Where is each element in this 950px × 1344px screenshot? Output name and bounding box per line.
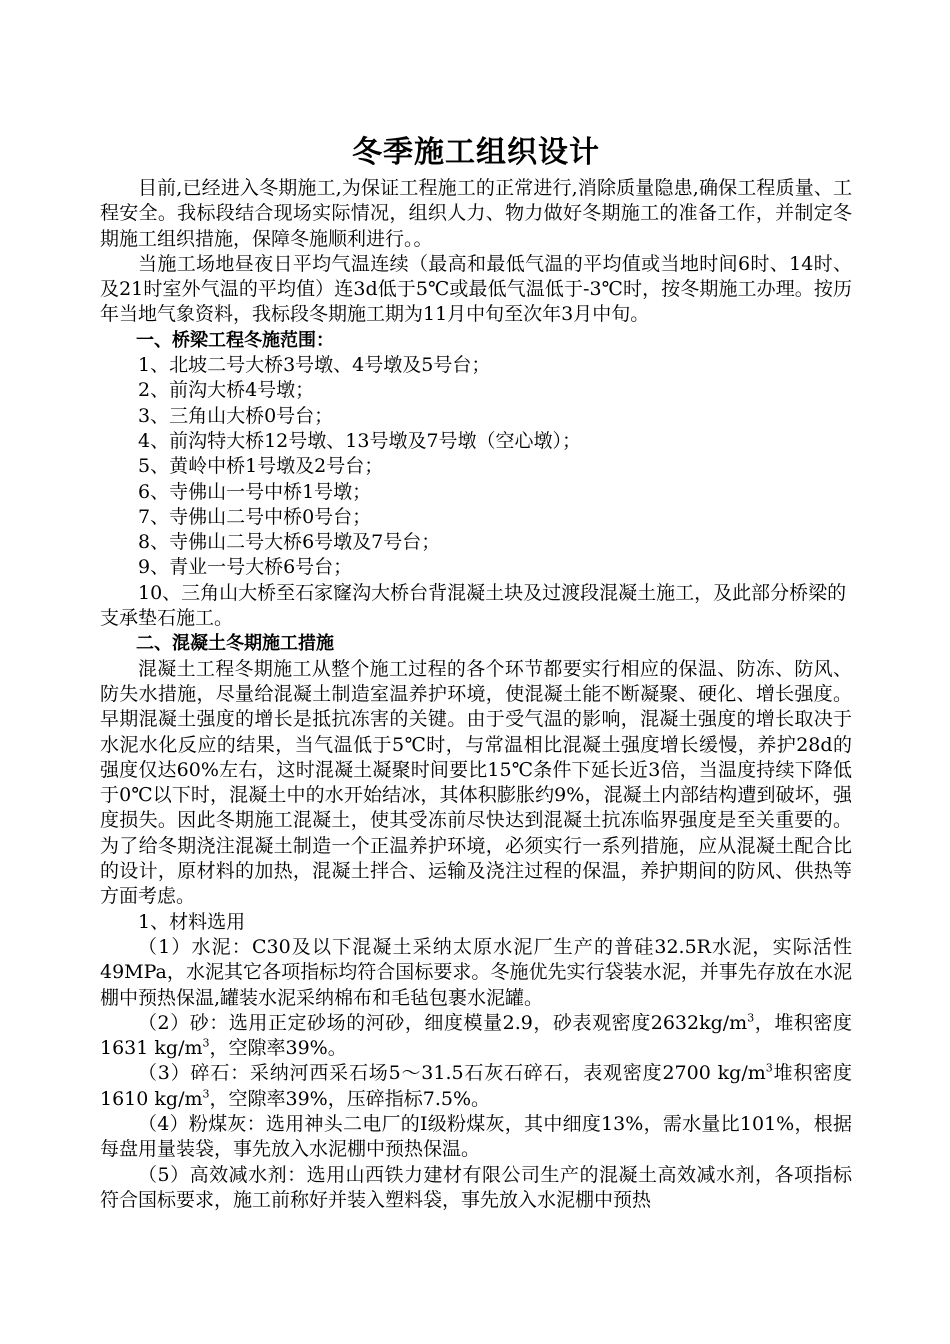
bridge-list-item: 4、前沟特大桥12号墩、13号墩及7号墩（空心墩）； — [138, 429, 582, 452]
intro-paragraph-1: 目前,已经进入冬期施工,为保证工程施工的正常进行,消除质量隐患,确保工程质量、工程安全。我标段结合现场实际情况，组织人力、物力做好冬期施工的准备工作，并制定冬期施工组织措施，保障冬施顺利进行。。 — [100, 177, 852, 250]
sand-text-b: ，堆积密度1631 kg/m — [100, 1011, 852, 1060]
gravel-text-a: （3）碎石：采纳河西采石场5～31.5石灰石碎石，表观密度2700 kg/m — [138, 1062, 766, 1085]
document-title: 冬季施工组织设计 — [352, 135, 600, 170]
bridge-list-item: 9、青业一号大桥6号台； — [138, 556, 353, 579]
bridge-list-item: 6、寺佛山一号中桥1号墩； — [138, 480, 372, 503]
gravel-text-c: ，空隙率39%，压碎指标7.5%。 — [209, 1087, 491, 1110]
cement-paragraph: （1）水泥：C30及以下混凝土采纳太原水泥厂生产的普硅32.5R水泥，实际活性49MPa，水泥其它各项指标均符合国标要求。冬施优先实行袋装水泥，并事先存放在水泥棚中预热保温,罐装水泥采纳棉布和毛毡包裹水泥罐。 — [100, 935, 852, 1009]
document-page — [100, 126, 852, 1213]
cubic-superscript: 3 — [202, 1036, 210, 1050]
bridge-list-item: 10、三角山大桥至石家窿沟大桥台背混凝土块及过渡段混凝土施工，及此部分桥梁的支承垫石施工。 — [100, 581, 847, 630]
water-reducer-paragraph: （5）高效减水剂：选用山西铁力建材有限公司生产的混凝土高效减水剂，各项指标符合国标要求，施工前称好并装入塑料袋，事先放入水泥棚中预热 — [100, 1163, 852, 1211]
section-1-heading: 一、桥梁工程冬施范围： — [136, 329, 334, 351]
flyash-paragraph: （4）粉煤灰：选用神头二电厂的Ⅰ级粉煤灰，其中细度13%，需水量比101%，根据每盘用量装袋，事先放入水泥棚中预热保温。 — [100, 1112, 852, 1161]
section-2-heading: 二、混凝土冬期施工措施 — [136, 633, 334, 655]
gravel-text-b: 堆积密度1610 kg/m — [100, 1062, 852, 1110]
gravel-paragraph — [100, 1061, 852, 1112]
cubic-superscript: 3 — [202, 1087, 210, 1101]
cubic-superscript: 3 — [765, 1062, 773, 1076]
bridge-list-item: 8、寺佛山二号大桥6号墩及7号台； — [138, 531, 441, 554]
sand-text-c: ，空隙率39%。 — [209, 1037, 347, 1060]
concrete-measures-paragraph: 混凝土工程冬期施工从整个施工过程的各个环节都要实行相应的保温、防冻、防风、防失水措施，尽量给混凝土制造室温养护环境，使混凝土能不断凝聚、硬化、增长强度。早期混凝土强度的增长是抵抗冻害的关键。由于受气温的影响，混凝土强度的增长取决于水泥水化反应的结果，当气温低于5℃时，与常温相比混凝土强度增长缓慢，养护28d的强度仅达60%左右，这时混凝土凝聚时间要比15℃条件下延长近3倍，当温度持续下降低于0℃以下时，混凝土中的水开始结冰，其体积膨胀约9%，混凝土内部结构遭到破坏，强度损失。因此冬期施工混凝土，使其受冻前尽快达到混凝土抗冻临界强度是至关重要的。为了给冬期浇注混凝土制造一个正温养护环境，必须实行一系列措施，应从混凝土配合比的设计，原材料的加热，混凝土拌合、运输及浇注过程的保温，养护期间的防风、供热等方面考虑。 — [100, 657, 852, 908]
intro-paragraph-2: 当施工场地昼夜日平均气温连续（最高和最低气温的平均值或当地时间6时、14时、及21时室外气温的平均值）连3d低于5℃或最低气温低于-3℃时，按冬期施工办理。按历年当地气象资料，我标段冬期施工期为11月中旬至次年3月中旬。 — [100, 252, 852, 326]
sand-paragraph — [100, 1011, 852, 1062]
bridge-list-item: 7、寺佛山二号中桥0号台； — [138, 505, 372, 528]
bridge-list-item: 2、前沟大桥4号墩； — [138, 379, 315, 402]
cubic-superscript: 3 — [747, 1011, 755, 1025]
bridge-list-item: 5、黄岭中桥1号墩及2号台； — [138, 455, 384, 478]
bridge-list-item: 1、北坡二号大桥3号墩、4号墩及5号台； — [138, 354, 491, 377]
materials-heading: 1、材料选用 — [138, 910, 246, 933]
sand-text-a: （2）砂：选用正定砂场的河砂，细度模量2.9，砂表观密度2632kg/m — [138, 1011, 748, 1034]
bridge-list-item: 3、三角山大桥0号台； — [138, 404, 334, 427]
